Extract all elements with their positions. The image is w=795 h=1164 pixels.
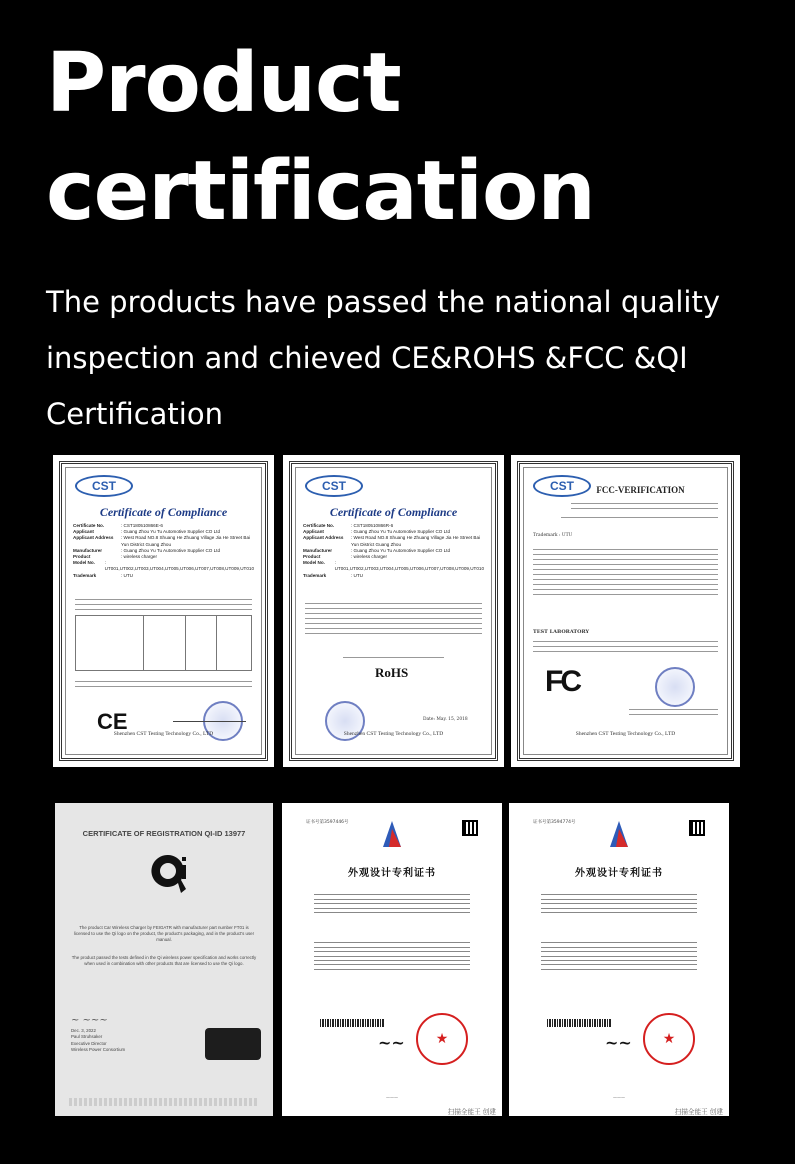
field-value: : UT001,UT002,UT003,UT004,UT005,UT006,UT007,UT008,UT009,UT010 (104, 560, 255, 572)
body-text-lines (75, 595, 252, 614)
director-signature: ~~ (605, 1033, 632, 1052)
field-value: : Guang Zhou Yu Tu Automotive Supplier CO Ltd (121, 547, 220, 553)
patent-body-lines (541, 939, 697, 973)
qi-signer-role: Executive Director (71, 1040, 107, 1046)
certificate-heading: Certificate of Compliance (99, 505, 228, 519)
field-label: Trademark (303, 572, 327, 578)
body-text-lines (305, 599, 482, 638)
subtitle-line-3: Certification (46, 397, 223, 431)
qi-certificate (55, 803, 273, 1116)
field-label: Manufacturer (73, 547, 103, 553)
field-label: Manufacturer (303, 547, 333, 553)
field-label: Model No. (73, 560, 95, 566)
qi-test-text: The product passed the tests defined in the Qi wireless power specification and works correctly when used in combination with other products that are licensed to use the Qi logo. (71, 955, 257, 966)
subtitle-line-2: inspection and chieved CE&ROHS &FCC &QI (46, 341, 688, 375)
qi-heading: CERTIFICATE OF REGISTRATION QI-ID 13977 (82, 829, 246, 838)
patent-title: 外观设计专利证书 (348, 868, 436, 879)
field-label: Certificate No. (73, 523, 105, 528)
certificate-heading: Certificate of Compliance (329, 505, 458, 519)
certificate-fields (73, 523, 254, 579)
field-value: : Guang Zhou Yu Tu Automotive Supplier CO Ltd (351, 547, 450, 553)
charger-image (205, 1028, 261, 1060)
patent-footer: ——— (613, 1095, 625, 1100)
rohs-certificate (283, 455, 504, 767)
field-label: Applicant (303, 529, 324, 535)
qi-logo-icon (148, 851, 188, 897)
cst-seal (655, 667, 695, 707)
director-signature: ~~ (378, 1033, 405, 1052)
field-value: : West Road NO.8 Shuang He Zhuang Village Jia He Street Bai Yun District Guang Zhou (121, 535, 251, 547)
patent-emblem-icon (606, 819, 632, 849)
certificate-footer: Shenzhen CST Testing Technology Co., LTD (575, 731, 676, 737)
field-label: Applicant (73, 529, 94, 535)
patent-number: 证书号第3597446号 (306, 820, 349, 825)
qi-signature-block (71, 1015, 125, 1054)
field-value: : wireless charger (351, 554, 387, 560)
qr-code-icon (689, 820, 705, 836)
model-line (561, 513, 718, 522)
red-seal (416, 1013, 468, 1065)
certificate-fields (303, 523, 484, 579)
red-seal (643, 1013, 695, 1065)
ce-certificate (53, 455, 274, 767)
field-value: : UTU (351, 572, 363, 578)
qi-org: Wireless Power Consortium (71, 1047, 126, 1053)
fcc-certificate (511, 455, 740, 767)
patent-number: 证书号第3594774号 (533, 820, 576, 825)
lab-heading: TEST LABORATORY (533, 629, 590, 635)
field-label: Certificate No. (303, 523, 335, 528)
barcode (547, 1019, 611, 1027)
qi-license-text: The product Car Wireless Charger by FEIGATR with manufacturer part number FT01 is licensed to use the Qi logo on the product, the product's packaging, and in the product's user manual. (73, 925, 255, 942)
signature: ~ ~~~ (71, 1015, 108, 1026)
star-icon: ★ (662, 1031, 676, 1047)
certificate-date: Date: May. 15, 2018 (423, 717, 468, 722)
patent-body-lines (314, 939, 470, 973)
body-text-lines (629, 705, 718, 719)
cst-logo: CST (75, 475, 133, 497)
scan-watermark: 扫描全能王 创建 (447, 1108, 496, 1116)
qi-date: Dec. 3, 2022 (71, 1028, 96, 1033)
qi-fine-print (69, 1098, 259, 1106)
field-label: Trademark (73, 572, 97, 578)
patent-certificate-2 (509, 803, 729, 1116)
field-value: : CST180510866R-6 (351, 523, 394, 528)
ce-mark: CE (97, 709, 128, 734)
body-text-lines (75, 677, 252, 691)
body-text-lines (533, 545, 718, 599)
field-label: Product (303, 554, 321, 560)
body-text-lines (571, 499, 718, 513)
field-value: : UTU (121, 572, 133, 578)
field-label: Applicant Address (73, 535, 114, 541)
body-text-lines (343, 653, 444, 662)
qr-code-icon (462, 820, 478, 836)
barcode (320, 1019, 384, 1027)
qi-signer: Paul Struhsaker (71, 1034, 103, 1040)
certificate-footer: Shenzhen CST Testing Technology Co., LTD (113, 731, 214, 737)
fcc-mark: FC (545, 665, 579, 698)
field-value: : Guang Zhou Yu Tu Automotive Supplier CO Ltd (121, 529, 220, 535)
certificate-heading: FCC-VERIFICATION (596, 485, 685, 495)
certificate-footer: Shenzhen CST Testing Technology Co., LTD (343, 731, 444, 737)
cst-logo: CST (305, 475, 363, 497)
rohs-mark: RoHS (375, 665, 409, 680)
patent-emblem-icon (379, 819, 405, 849)
fcc-trademark: Trademark : UTU (533, 533, 573, 538)
patent-footer: ——— (386, 1095, 398, 1100)
subtitle-line-1: The products have passed the national quality (46, 285, 721, 319)
field-value: : UT001,UT002,UT003,UT004,UT005,UT006,UT007,UT008,UT009,UT010 (334, 560, 485, 572)
field-value: : Guang Zhou Yu Tu Automotive Supplier CO Ltd (351, 529, 450, 535)
patent-title: 外观设计专利证书 (575, 868, 663, 879)
field-label: Product (73, 554, 91, 560)
star-icon: ★ (435, 1031, 449, 1047)
cst-logo: CST (533, 475, 591, 497)
standards-table (75, 615, 252, 671)
scan-watermark: 扫描全能王 创建 (674, 1108, 723, 1116)
signature-line (173, 721, 246, 722)
page-title (46, 30, 766, 246)
field-label: Applicant Address (303, 535, 344, 541)
page-subtitle (46, 274, 786, 442)
title-line-1: Product (46, 36, 401, 131)
field-label: Model No. (303, 560, 325, 566)
body-text-lines (533, 637, 718, 656)
patent-lines (314, 891, 470, 916)
title-line-2: certification (46, 144, 595, 239)
field-value: : CST180510866E-6 (121, 523, 163, 528)
field-value: : West Road NO.8 Shuang He Zhuang Village Jia He Street Bai Yun District Guang Zhou (351, 535, 481, 547)
patent-lines (541, 891, 697, 916)
field-value: : wireless charger (121, 554, 157, 560)
patent-certificate-1 (282, 803, 502, 1116)
